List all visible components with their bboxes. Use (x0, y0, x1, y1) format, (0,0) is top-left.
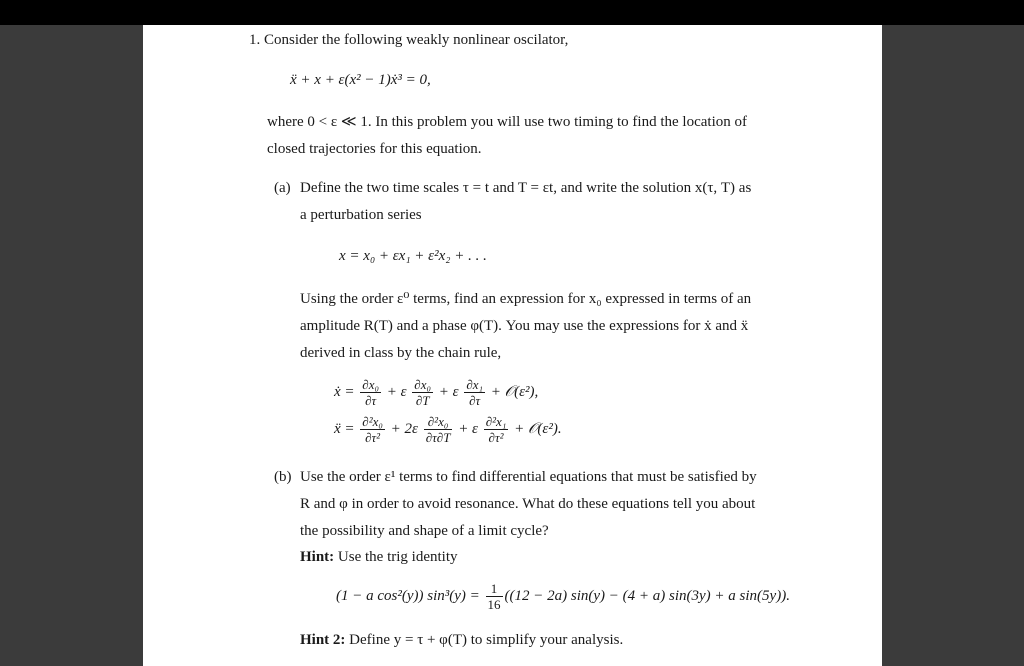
xdot-frac-3: $\frac{\text{∂x₁}}{\partial\tau}$ (466, 377, 484, 408)
xdot-op-1: + ε (386, 383, 407, 400)
xddot-op-1: + 2ε (390, 420, 418, 437)
part-a-line-4: amplitude R(T) and a phase φ(T). You may use the expressions for ẋ and ẍ (300, 318, 749, 334)
identity-fraction: $\frac{1}{16}$ (487, 581, 501, 612)
xdot-lhs: ẋ = (334, 383, 355, 400)
xddot-tail: + 𝒪(ε²). (514, 420, 562, 437)
document-page (143, 25, 882, 666)
main-equation: ẍ + x + ε(x² − 1)ẋ³ = 0, (290, 72, 431, 88)
part-a-line-3: Using the order ε⁰ terms, find an expression for x₀ expressed in terms of an (300, 291, 752, 307)
xdot-frac-2: $\frac{\text{∂x₀}}{\partial T}$ (414, 377, 432, 408)
xddot-op-2: + ε (458, 420, 478, 437)
identity-rhs: ((12 − 2a) sin(y) − (4 + a) sin(3y) + a sin(5y)). (504, 587, 790, 604)
xddot-frac-1: $\frac{\text{∂²x₀}}{\text{∂τ²}}$ (362, 414, 383, 445)
part-b-label: (b) (274, 469, 292, 485)
xdot-op-2: + ε (438, 383, 459, 400)
hint-2-text: Define y = τ + φ(T) to simplify your analysis. (349, 632, 624, 648)
identity-lhs: (1 − a cos²(y)) sin³(y) = (336, 587, 480, 604)
top-bar (0, 0, 1024, 25)
where-line-2: closed trajectories for this equation. (267, 141, 482, 157)
problem-intro (249, 31, 568, 49)
problem-intro-text: Consider the following weakly nonlinear oscilator, (264, 32, 569, 48)
where-line-1: where 0 < ε ≪ 1. In this problem you will use two timing to find the location of (267, 114, 747, 130)
hint-2-line (300, 631, 623, 649)
part-a-label: (a) (274, 180, 291, 196)
xddot-frac-2: $\frac{\text{∂²x₀}}{\partial\tau\partial T}$ (425, 414, 451, 445)
hint-label: Hint: (300, 549, 335, 565)
xddot-lhs: ẍ = (334, 420, 355, 437)
chain-rule-xdot (334, 377, 538, 408)
xdot-tail: + 𝒪(ε²), (490, 383, 539, 400)
hint-2-label: Hint 2: (300, 632, 346, 648)
hint-line (300, 548, 457, 566)
problem-number: 1. (249, 32, 261, 48)
xddot-frac-3: $\frac{\text{∂²x₁}}{\text{∂τ²}}$ (485, 414, 507, 445)
xdot-frac-1: $\frac{\text{∂x₀}}{\partial\tau}$ (362, 377, 379, 408)
hint-text: Use the trig identity (337, 549, 458, 565)
part-b-line-3: the possibility and shape of a limit cycle? (300, 523, 549, 539)
part-b-line-1: Use the order ε¹ terms to find differential equations that must be satisfied by (300, 469, 757, 485)
part-a-line-1: Define the two time scales τ = t and T = εt, and write the solution x(τ, T) as (300, 180, 752, 196)
part-b-line-2: R and φ in order to avoid resonance. What do these equations tell you about (300, 496, 756, 512)
part-a-line-5: derived in class by the chain rule, (300, 345, 502, 361)
trig-identity (336, 581, 790, 612)
chain-rule-xddot (334, 414, 562, 445)
perturbation-series: x = x₀ + εx₁ + ε²x₂ + . . . (339, 248, 487, 264)
part-a-line-2: a perturbation series (300, 207, 422, 223)
